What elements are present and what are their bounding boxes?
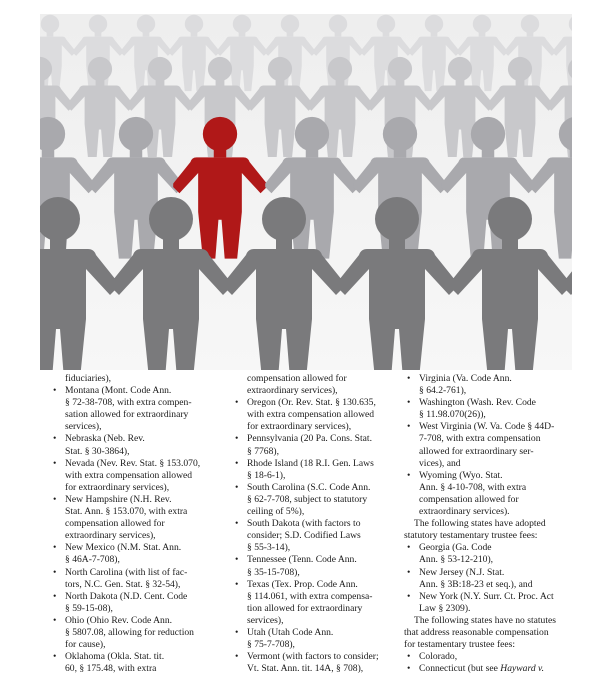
- text-line: vices), and: [419, 457, 461, 469]
- list-item: [404, 567, 576, 591]
- list-item: [50, 651, 218, 675]
- bullet-icon: •: [53, 493, 57, 505]
- bullet-icon: •: [407, 421, 411, 433]
- text-line: § 114.061, with extra compensa-: [247, 590, 373, 602]
- text-line: Vt. Stat. Ann. tit. 14A, § 708),: [247, 663, 364, 675]
- bullet-icon: •: [235, 578, 239, 590]
- text-line: § 46A-7-708),: [65, 554, 120, 566]
- bullet-icon: •: [235, 457, 239, 469]
- text-line: for cause),: [65, 639, 106, 651]
- text-line: with extra compensation allowed: [247, 409, 375, 421]
- text-line: Ohio (Ohio Rev. Code Ann.: [65, 614, 173, 626]
- text-line: Oregon (Or. Rev. Stat. § 130.635,: [247, 397, 376, 409]
- text-line: The following states have no statutes: [414, 614, 557, 626]
- bullet-icon: •: [235, 554, 239, 566]
- bullet-icon: •: [235, 433, 239, 445]
- list-item-continuation: [50, 373, 218, 385]
- list-item: [232, 554, 394, 578]
- text-line: § 7768),: [247, 445, 279, 457]
- text-line: Virginia (Va. Code Ann.: [419, 373, 512, 384]
- bullet-icon: •: [407, 651, 411, 663]
- text-line: Law § 2309).: [419, 602, 471, 614]
- list-item: [404, 470, 576, 518]
- list-item: [232, 482, 394, 518]
- text-line: § 18-6-1),: [247, 469, 286, 481]
- text-line: Nebraska (Neb. Rev.: [65, 433, 145, 445]
- text-line: Ann. § 3B:18-23 et seq.), and: [419, 578, 533, 590]
- text-line: Stat. § 30-3864),: [65, 445, 130, 457]
- text-line: Stat. Ann. § 153.070, with extra: [65, 506, 188, 518]
- bullet-icon: •: [235, 651, 239, 663]
- text-line: sation allowed for extraordinary: [65, 409, 189, 421]
- text-line: Connecticut (but see Hayward v.: [419, 663, 544, 675]
- list-item: [404, 591, 576, 615]
- paragraph: [404, 518, 576, 542]
- bullet-icon: •: [53, 542, 57, 554]
- list-item: [404, 542, 576, 566]
- text-line: 7-708, with extra compensation: [419, 433, 541, 445]
- bullet-icon: •: [407, 663, 411, 675]
- text-line: Texas (Tex. Prop. Code Ann.: [247, 578, 358, 590]
- text-line: Utah (Utah Code Ann.: [247, 626, 334, 638]
- text-line: compensation allowed for: [419, 493, 519, 505]
- bullet-icon: •: [407, 469, 411, 481]
- bullet-icon: •: [53, 433, 57, 445]
- text-line: North Dakota (N.D. Cent. Code: [65, 590, 188, 602]
- text-line: for testamentary trustee fees:: [404, 639, 516, 651]
- list-item: [232, 397, 394, 433]
- text-line: services),: [247, 614, 284, 626]
- text-line: § 11.98.070(26)),: [419, 409, 486, 421]
- list-item: [232, 651, 394, 675]
- list-item: [50, 385, 218, 433]
- text-line: Georgia (Ga. Code: [419, 542, 492, 554]
- text-line: extraordinary services),: [247, 385, 338, 397]
- text-line: allowed for extraordinary ser-: [419, 445, 534, 457]
- text-line: North Carolina (with list of fac-: [65, 566, 188, 578]
- text-line: The following states have adopted: [414, 518, 546, 530]
- list-item: [50, 433, 218, 457]
- list-item: [50, 615, 218, 651]
- list-item: [232, 518, 394, 554]
- text-line: compensation allowed for: [247, 373, 347, 384]
- bullet-icon: •: [235, 626, 239, 638]
- text-line: Vermont (with factors to consider;: [247, 651, 379, 663]
- text-line: New Mexico (N.M. Stat. Ann.: [65, 542, 182, 554]
- text-line: Colorado,: [419, 651, 458, 663]
- text-line: for extraordinary services),: [247, 421, 352, 433]
- list-item: [50, 542, 218, 566]
- text-line: 60, § 175.48, with extra: [65, 663, 157, 675]
- bullet-icon: •: [235, 518, 239, 530]
- text-line: § 64.2-761),: [419, 385, 467, 397]
- paper-doll-chain-icon: [40, 14, 572, 370]
- text-line: § 75-7-708),: [247, 639, 295, 651]
- text-line: ceiling of 5%),: [247, 506, 305, 518]
- list-item: [404, 663, 576, 675]
- list-item-continuation: [232, 373, 394, 397]
- bullet-icon: •: [407, 397, 411, 409]
- bullet-icon: •: [53, 590, 57, 602]
- text-line: Nevada (Nev. Rev. Stat. § 153.070,: [65, 457, 201, 469]
- text-line: § 35-15-708),: [247, 566, 300, 578]
- list-item: [50, 567, 218, 591]
- text-line: extraordinary services).: [419, 506, 510, 518]
- text-line: West Virginia (W. Va. Code § 44D-: [419, 421, 555, 433]
- text-line: New York (N.Y. Surr. Ct. Proc. Act: [419, 590, 554, 602]
- text-line: § 55-3-14),: [247, 542, 291, 554]
- list-item: [404, 421, 576, 469]
- bullet-icon: •: [407, 566, 411, 578]
- text-line: § 5807.08, allowing for reduction: [65, 626, 194, 638]
- list-item: [50, 494, 218, 542]
- text-line: Wyoming (Wyo. Stat.: [419, 469, 503, 481]
- text-line: Rhode Island (18 R.I. Gen. Laws: [247, 457, 374, 469]
- text-line: Pennsylvania (20 Pa. Cons. Stat.: [247, 433, 372, 445]
- figure-photo: [40, 14, 572, 370]
- case-name: Hayward v.: [500, 663, 544, 675]
- text-line: extraordinary services),: [65, 530, 156, 542]
- text-line: tors, N.C. Gen. Stat. § 32-54),: [65, 578, 181, 590]
- bullet-icon: •: [53, 385, 57, 397]
- text-line: Ann. § 4-10-708, with extra: [419, 481, 527, 493]
- text-line: South Dakota (with factors to: [247, 518, 361, 530]
- text-line: compensation allowed for: [65, 518, 165, 530]
- text-line: § 59-15-08),: [65, 602, 113, 614]
- list-item: [404, 373, 576, 397]
- text-line: Tennessee (Tenn. Code Ann.: [247, 554, 357, 566]
- text-line: with extra compensation allowed: [65, 469, 193, 481]
- text-line: tion allowed for extraordinary: [247, 602, 363, 614]
- text-line: § 62-7-708, subject to statutory: [247, 493, 368, 505]
- text-line: fiduciaries),: [65, 373, 112, 384]
- bullet-icon: •: [53, 566, 57, 578]
- bullet-icon: •: [407, 590, 411, 602]
- text-line: statutory testamentary trustee fees:: [404, 530, 538, 542]
- bullet-icon: •: [235, 481, 239, 493]
- list-item: [232, 458, 394, 482]
- bullet-icon: •: [53, 614, 57, 626]
- column-2: [232, 373, 394, 675]
- text-line: § 72-38-708, with extra compen-: [65, 397, 192, 409]
- column-1: [50, 373, 218, 675]
- list-item: [232, 627, 394, 651]
- text-line: Montana (Mont. Code Ann.: [65, 385, 172, 397]
- bullet-icon: •: [53, 651, 57, 663]
- text-line: services),: [65, 421, 102, 433]
- text-line: Oklahoma (Okla. Stat. tit.: [65, 651, 165, 663]
- bullet-icon: •: [235, 397, 239, 409]
- list-item: [232, 433, 394, 457]
- text-line: consider; S.D. Codified Laws: [247, 530, 361, 542]
- column-3: [404, 373, 576, 675]
- list-item: [404, 651, 576, 663]
- text-line: South Carolina (S.C. Code Ann.: [247, 481, 371, 493]
- text-line: Washington (Wash. Rev. Code: [419, 397, 536, 409]
- bullet-icon: •: [53, 457, 57, 469]
- bullet-icon: •: [407, 373, 411, 384]
- text-line: Ann. § 53-12-210),: [419, 554, 494, 566]
- text-line: New Jersey (N.J. Stat.: [419, 566, 505, 578]
- text-line: that address reasonable compensation: [404, 626, 549, 638]
- list-item: [404, 397, 576, 421]
- text-line: New Hampshire (N.H. Rev.: [65, 493, 172, 505]
- list-item: [50, 458, 218, 494]
- list-item: [232, 579, 394, 627]
- text-line: for extraordinary services),: [65, 481, 170, 493]
- paragraph: [404, 615, 576, 651]
- list-item: [50, 591, 218, 615]
- bullet-icon: •: [407, 542, 411, 554]
